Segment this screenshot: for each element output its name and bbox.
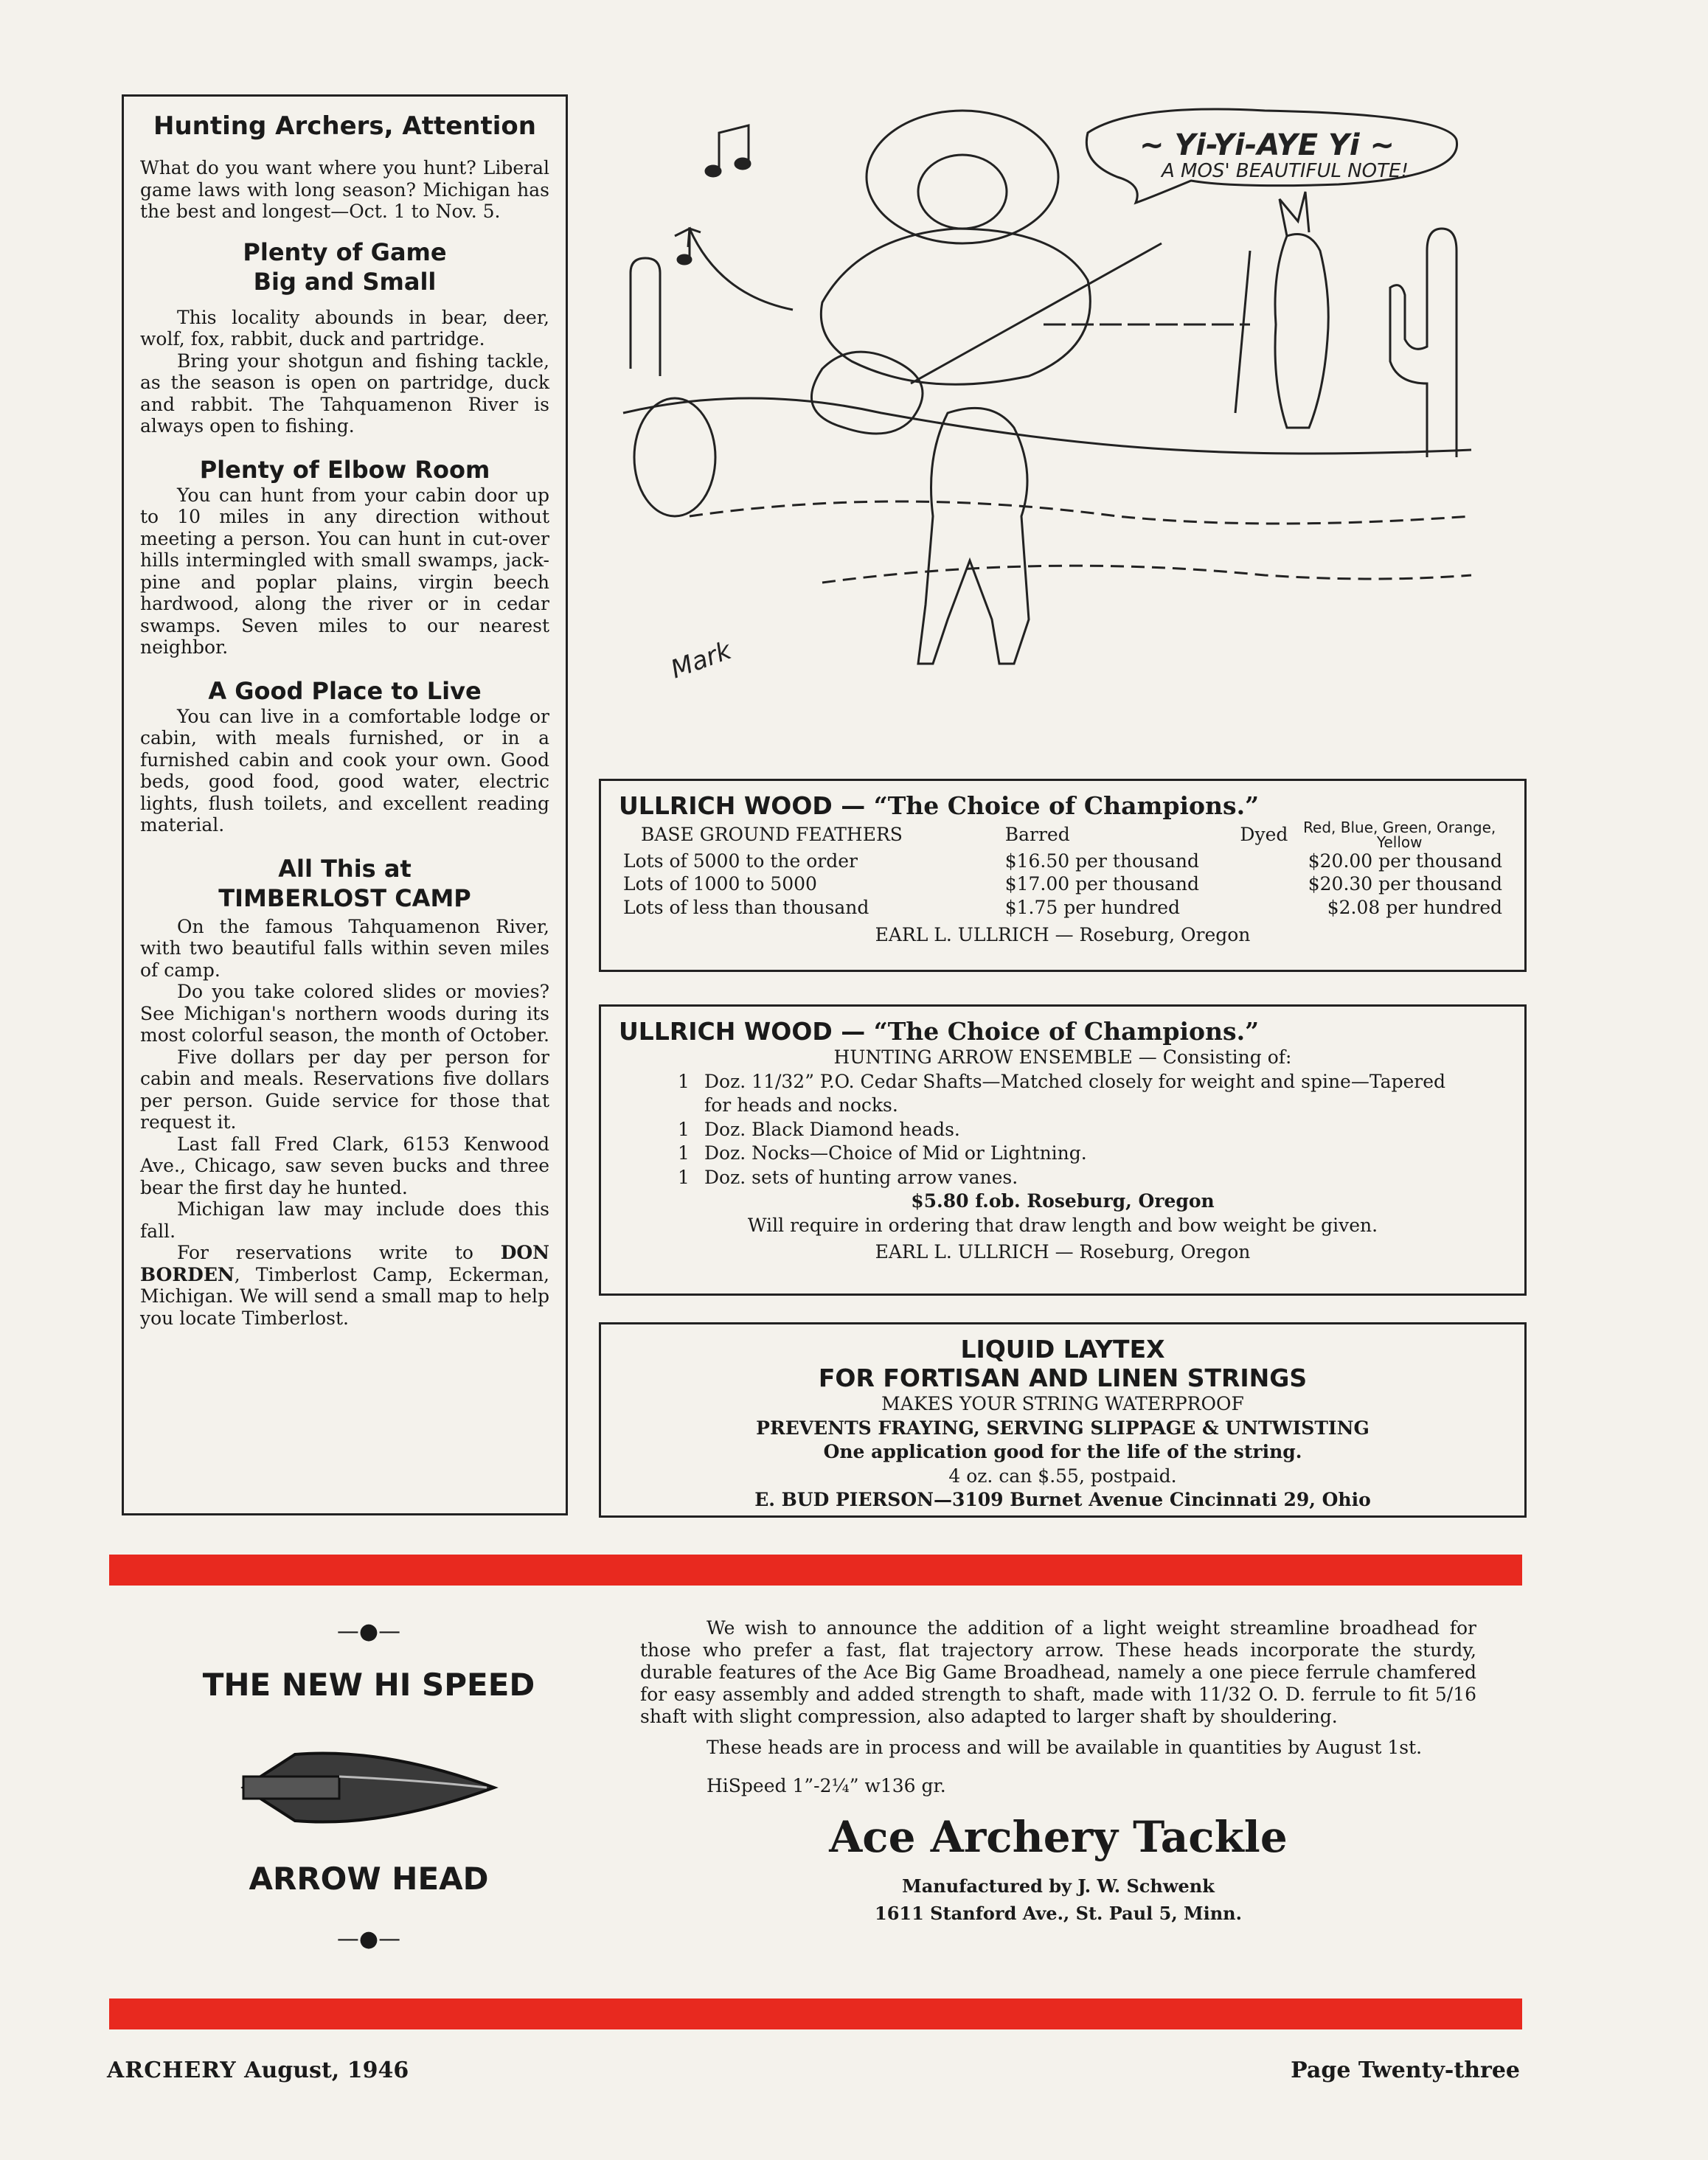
donkey	[918, 408, 1029, 664]
magazine-name: ARCHERY	[107, 2057, 237, 2083]
maker-line: Manufactured by J. W. Schwenk	[902, 1875, 1215, 1897]
camp-text-1: On the famous Tahquamenon River, with two beautiful falls within seven miles of camp.	[140, 915, 549, 981]
ace-archery-ad-text	[640, 1617, 1476, 1924]
cartoon-illustration	[601, 103, 1479, 708]
list-item: 1 Doz. sets of hunting arrow vanes.	[678, 1166, 1018, 1188]
table-row: Lots of less than thousand $1.75 per hundred $2.08 per hundred	[623, 896, 1502, 918]
archer-figure	[1275, 235, 1328, 428]
list-item: 1 Doz. Nocks—Choice of Mid or Lightning.	[678, 1142, 1087, 1164]
heading-elbow-room: Plenty of Elbow Room	[199, 455, 490, 484]
brand-name: Ace Archery Tackle	[829, 1812, 1288, 1862]
ad-title: LIQUID LAYTEX	[960, 1335, 1165, 1364]
advertiser-line: EARL L. ULLRICH — Roseburg, Oregon	[875, 923, 1251, 945]
announcement-text: We wish to announce the addition of a light weight streamline broadhead for those who prefer a fast, flat trajectory arrow. These heads incorporate the sturdy, durable features of the Ace Big Game Broadhead, namely a one piece ferrule chamfered for easy assembly and added strength to shaft, made with 11/32 O. D. ferrule to fit 5/16 shaft with slight compression, also adapted to larger shaft by shouldering.	[640, 1617, 1476, 1727]
timberlost-camp-ad	[122, 94, 568, 1515]
spec-line: HiSpeed 1”-2¼” w136 gr.	[707, 1775, 946, 1796]
col-dyed: Dyed	[1240, 824, 1288, 846]
ad-title: ULLRICH WOOD — “The Choice of Champions.”	[619, 791, 1260, 820]
ad-subtitle: HUNTING ARROW ENSEMBLE — Consisting of:	[833, 1046, 1292, 1068]
game-text-2: Bring your shotgun and fishing tackle, as the season is open on partridge, duck and rabbit. The Tahquamenon River is always open to fishing.	[140, 350, 549, 437]
panel-heading: THE NEW HI SPEED	[202, 1667, 535, 1703]
laytex-line-3: One application good for the life of the string.	[823, 1441, 1302, 1462]
heading-place-to-live: A Good Place to Live	[208, 676, 482, 705]
ullrich-ensemble-ad	[599, 1004, 1527, 1296]
address-line: 1611 Stanford Ave., St. Paul 5, Minn.	[875, 1903, 1242, 1924]
cactus-right	[1390, 229, 1457, 457]
ullrich-feathers-ad	[599, 779, 1527, 972]
heading-game: Plenty of Game Big and Small	[243, 237, 447, 296]
place-to-live-text: You can live in a comfortable lodge or cabin, with meals furnished, or in a furnished cabin and cook your own. Good beds, good food, good water, electric lights, flush toilets, and excellent reading material.	[140, 705, 549, 836]
issue-date: August, 1946	[236, 2057, 409, 2083]
ad-subtitle: FOR FORTISAN AND LINEN STRINGS	[818, 1364, 1308, 1392]
camp-text-3: Five dollars per day per person for cabin and meals. Reservations five dollars per person. Guide service for those that request it.	[140, 1046, 549, 1133]
ornament-top: —●—	[336, 1619, 401, 1645]
heading-timberlost: All This at TIMBERLOST CAMP	[218, 854, 471, 912]
speech-text-1: ~ Yi-Yi-AYE Yi ~	[1139, 128, 1395, 162]
magazine-footer	[107, 2057, 409, 2083]
panel-subheading: ARROW HEAD	[249, 1861, 489, 1897]
item-list	[619, 1070, 1507, 1190]
speech-text-2: A MOS' BEAUTIFUL NOTE!	[1162, 160, 1409, 182]
camp-text-5: Michigan law may include does this fall.	[140, 1198, 549, 1242]
intro-text: What do you want where you hunt? Liberal game laws with long season? Michigan has the best and longest—Oct. 1 to Nov. 5.	[140, 157, 549, 222]
contact-name: DON BORDEN	[140, 1242, 549, 1285]
laytex-line-2: PREVENTS FRAYING, SERVING SLIPPAGE & UNTWISTING	[756, 1417, 1369, 1439]
advertiser-line: EARL L. ULLRICH — Roseburg, Oregon	[875, 1241, 1251, 1263]
page-number: Page Twenty-three	[1291, 2057, 1520, 2083]
red-divider-top	[109, 1555, 1522, 1586]
table-row: Lots of 5000 to the order $16.50 per thousand $20.00 per thousand	[623, 850, 1502, 872]
cartoon-drawing	[601, 103, 1479, 708]
game-text-1: This locality abounds in bear, deer, wolf, fox, rabbit, duck and partridge.	[140, 306, 549, 350]
red-divider-bottom	[109, 1998, 1522, 2029]
col-item: BASE GROUND FEATHERS	[641, 824, 903, 846]
laytex-line-1: MAKES YOUR STRING WATERPROOF	[881, 1393, 1244, 1414]
ornament-bottom: —●—	[336, 1926, 401, 1952]
price-table	[619, 820, 1507, 919]
elbow-room-text: You can hunt from your cabin door up to 10 miles in any direction without meeting a person. You can hunt in cut-over hills intermingled with small swamps, jack-pine and poplar plains, virgin beech hardwood, along the river or in cedar swamps. Seven miles to our nearest neighbor.	[140, 484, 549, 658]
camp-text-6: For reservations write to DON BORDEN, Timberlost Camp, Eckerman, Michigan. We will send a small map to help you locate Timberlost.	[140, 1242, 549, 1329]
laytex-ad	[599, 1322, 1527, 1518]
ad-title: Hunting Archers, Attention	[153, 111, 536, 141]
advertiser-line: E. BUD PIERSON—3109 Burnet Avenue Cincinnati 29, Ohio	[754, 1489, 1371, 1510]
sombrero	[867, 111, 1058, 243]
list-item: 1 Doz. 11/32” P.O. Cedar Shafts—Matched closely for weight and spine—Tapered for heads and nocks.	[678, 1070, 1446, 1116]
col-barred: Barred	[1004, 824, 1070, 846]
col-colors: Red, Blue, Green, Orange, Yellow	[1303, 819, 1496, 851]
camp-text-2: Do you take colored slides or movies? See Michigan's northern woods during its most colorful season, the month of October.	[140, 981, 549, 1046]
ad-title: ULLRICH WOOD — “The Choice of Champions.”	[619, 1017, 1260, 1046]
guitar	[811, 352, 923, 434]
list-item: 1 Doz. Black Diamond heads.	[678, 1118, 960, 1140]
price-line: $5.80 f.ob. Roseburg, Oregon	[911, 1190, 1215, 1212]
hi-speed-arrowhead-panel	[147, 1619, 590, 1973]
arrowhead-icon	[236, 1732, 501, 1843]
cactus-left	[631, 258, 660, 376]
bow	[690, 229, 793, 310]
camp-text-4: Last fall Fred Clark, 6153 Kenwood Ave., Chicago, saw seven bucks and three bear the first day he hunted.	[140, 1133, 549, 1198]
table-row: Lots of 1000 to 5000 $17.00 per thousand $20.30 per thousand	[623, 873, 1502, 895]
artist-signature: Mark	[667, 636, 735, 685]
order-note: Will require in ordering that draw length and bow weight be given.	[747, 1214, 1378, 1236]
availability-text: These heads are in process and will be available in quantities by August 1st.	[707, 1737, 1423, 1758]
laytex-line-4: 4 oz. can $.55, postpaid.	[948, 1465, 1177, 1487]
